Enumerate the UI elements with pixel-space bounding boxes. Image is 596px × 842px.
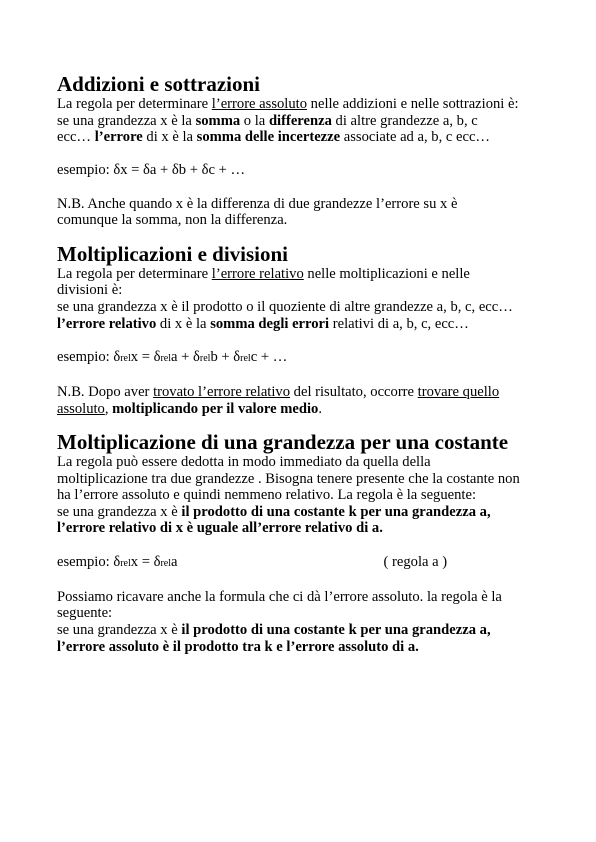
paragraph-line: La regola per determinare l’errore assoluto nelle addizioni e nelle sottrazioni è: [57, 96, 519, 112]
paragraph-line: l’errore relativo di x è uguale all’errore relativo di a. [57, 520, 383, 537]
section-moltiplicazioni [57, 242, 572, 417]
paragraph-line: La regola per determinare l’errore relativo nelle moltiplicazioni e nelle [57, 265, 470, 282]
paragraph-line: l’errore relativo di x è la somma degli errori relativi di a, b, c, ecc… [57, 315, 469, 332]
paragraph-line: se una grandezza x è il prodotto o il quoziente di altre grandezze a, b, c, ecc… [57, 298, 513, 315]
paragraph-line: se una grandezza x è la somma o la differenza di altre grandezze a, b, c [57, 112, 478, 129]
section-title: Addizioni e sottrazioni [57, 72, 260, 96]
paragraph-line: se una grandezza x è il prodotto di una costante k per una grandezza a, [57, 622, 491, 639]
note-line: N.B. Anche quando x è la differenza di due grandezze l’errore su x è [57, 195, 458, 212]
section-addizioni [57, 72, 572, 229]
paragraph-line: divisioni è: [57, 282, 123, 299]
example-formula: esempio: δrelx = δrela ( regola a ) [57, 553, 448, 570]
paragraph-line: se una grandezza x è il prodotto di una costante k per una grandezza a, [57, 503, 491, 520]
paragraph-line: ha l’errore assoluto e quindi nemmeno relativo. La regola è la seguente: [57, 487, 477, 504]
note-line: N.B. Dopo aver trovato l’errore relativo del risultato, occorre trovare quello [57, 383, 500, 400]
paragraph-line: ecc… l’errore di x è la somma delle incertezze associate ad a, b, c ecc… [57, 129, 491, 146]
section-costante [57, 430, 572, 655]
section-title: Moltiplicazioni e divisioni [57, 241, 289, 266]
example-formula: esempio: δrelx = δrela + δrelb + δrelc + … [57, 348, 288, 365]
note-line: assoluto, moltiplicando per il valore medio. [57, 400, 322, 417]
example-formula: esempio: δx = δa + δb + δc + … [57, 162, 246, 179]
section-title: Moltiplicazione di una grandezza per una costante [57, 430, 509, 455]
paragraph-line: Possiamo ricavare anche la formula che ci dà l’errore assoluto. la regola è la [57, 588, 502, 605]
paragraph-line: seguente: [57, 605, 113, 622]
paragraph-line: moltiplicazione tra due grandezze . Bisogna tenere presente che la costante non [57, 470, 520, 487]
paragraph-line: l’errore assoluto è il prodotto tra k e l’errore assoluto di a. [57, 638, 419, 655]
rule-label: ( regola a ) [383, 553, 448, 570]
document-page [57, 72, 572, 655]
note-line: comunque la somma, non la differenza. [57, 212, 288, 229]
paragraph-line: La regola può essere dedotta in modo immediato da quella della [57, 454, 431, 471]
